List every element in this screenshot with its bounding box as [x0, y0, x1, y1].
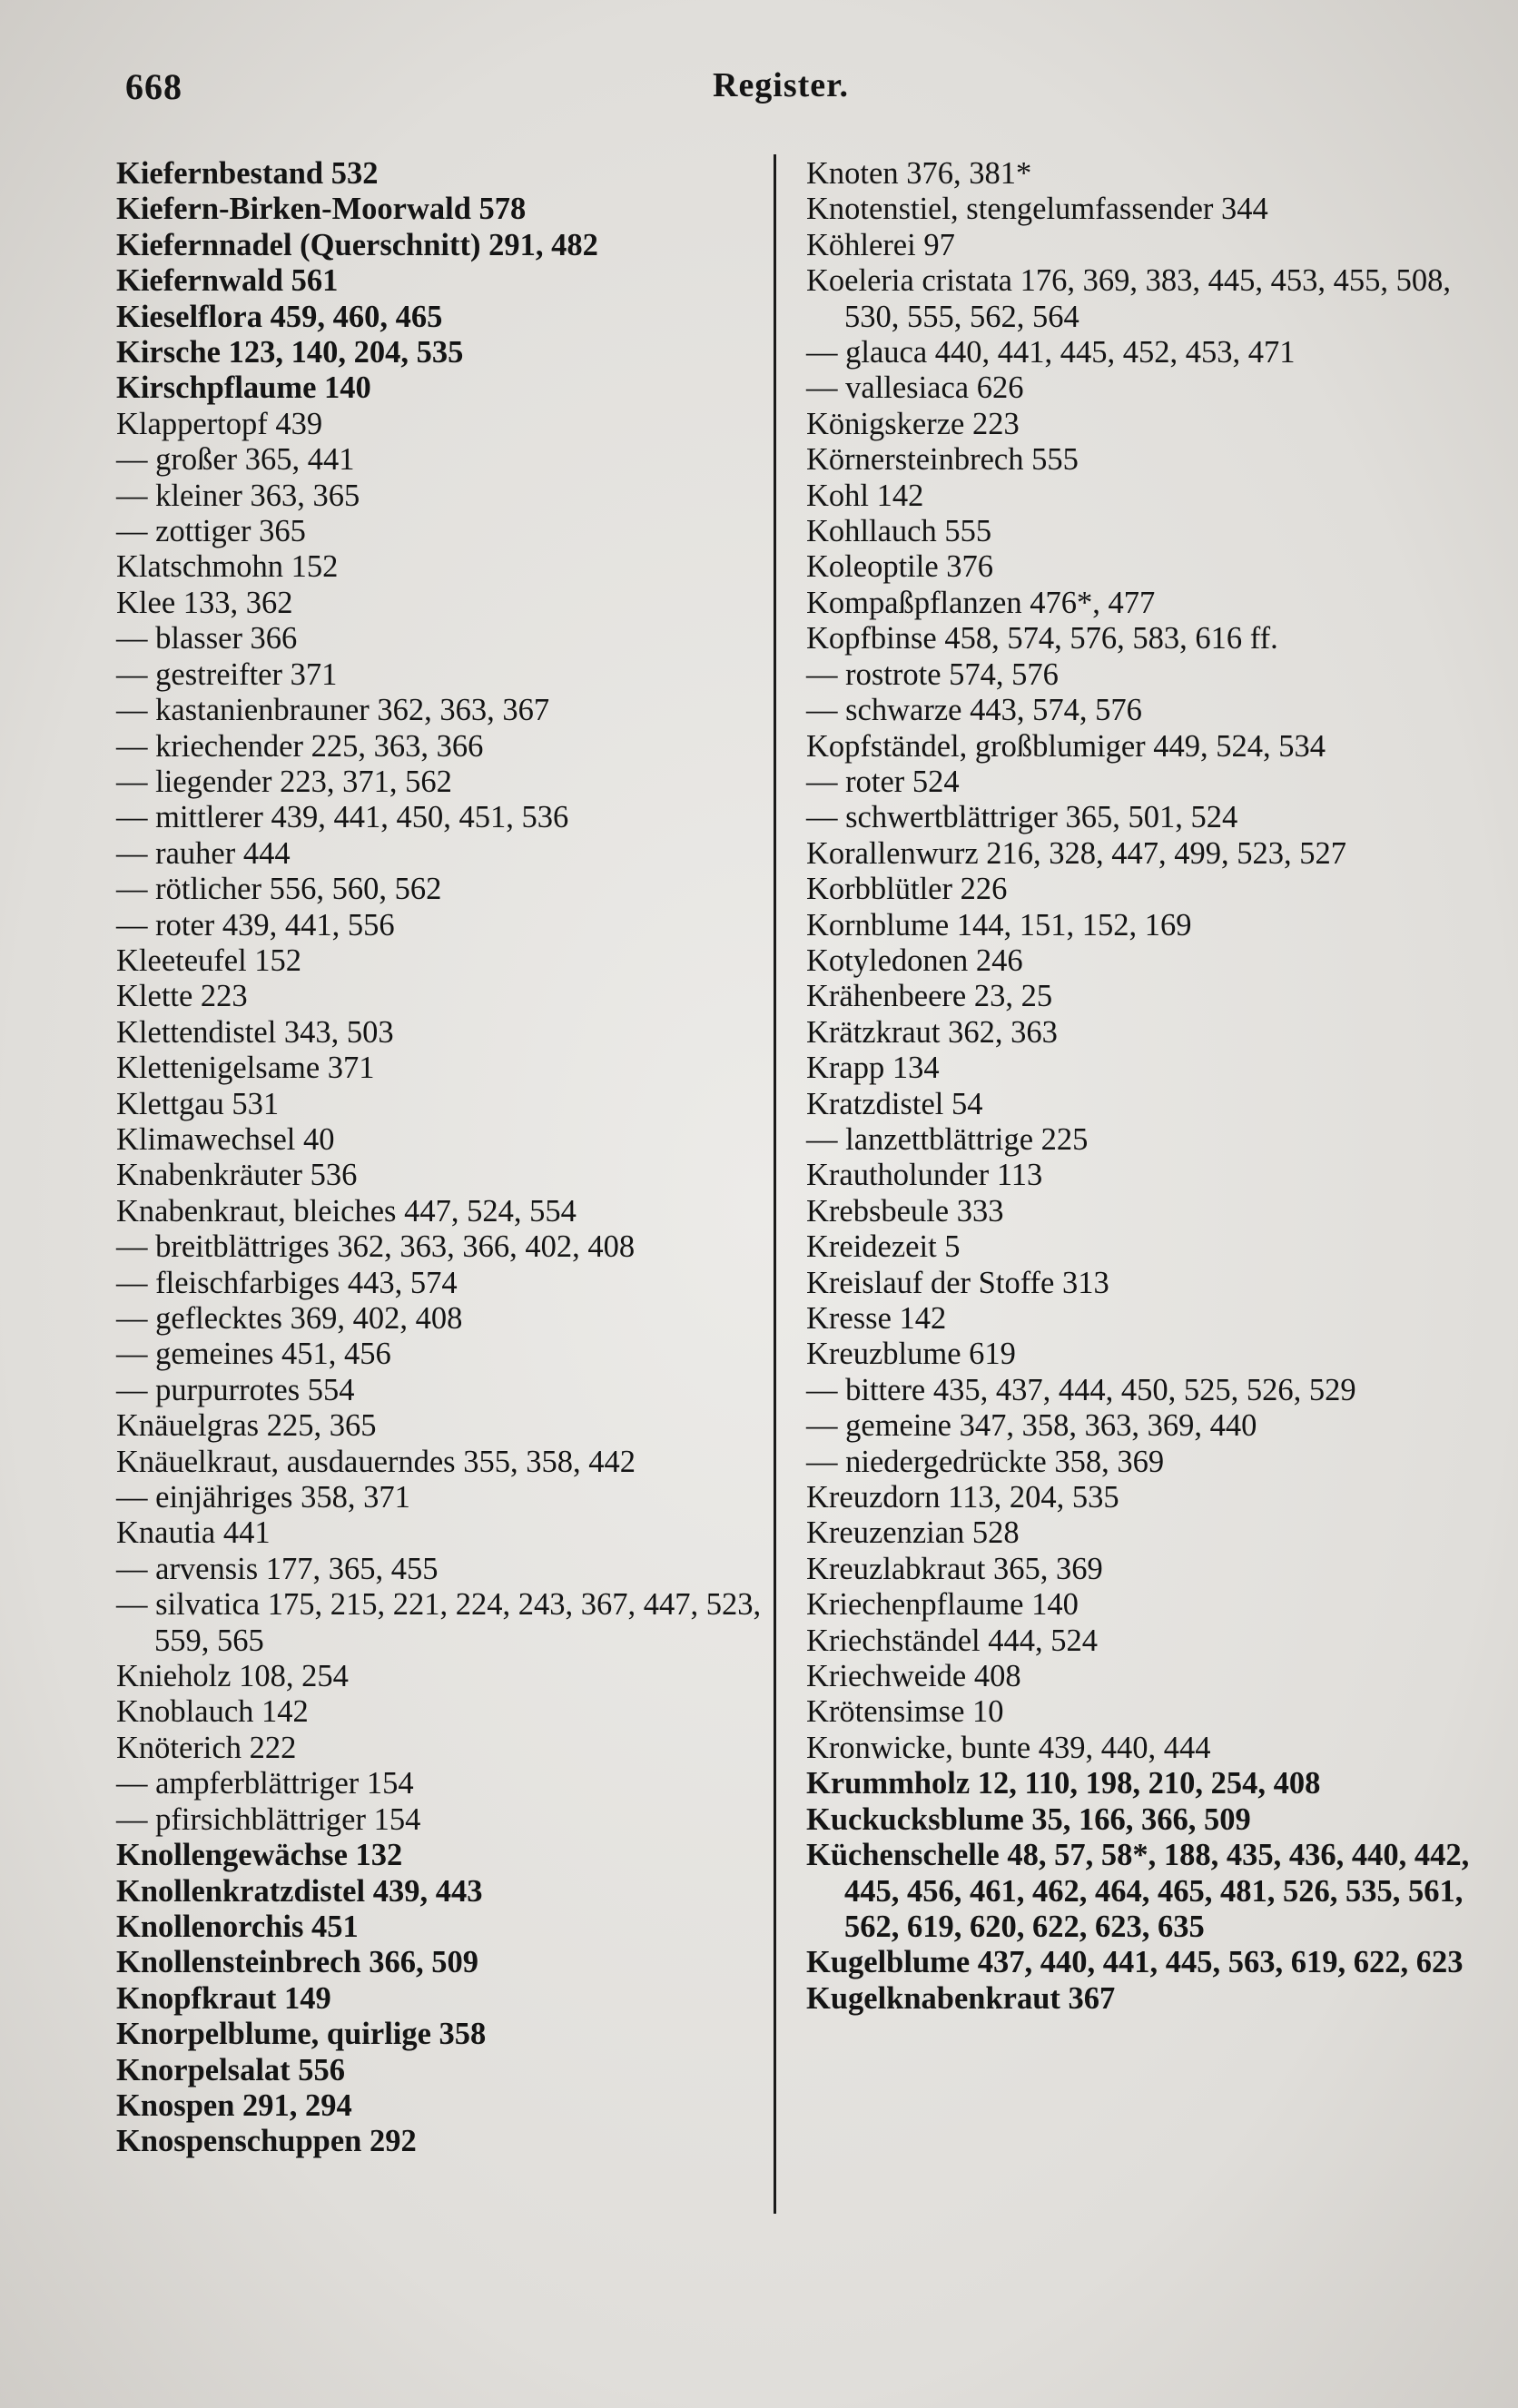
- index-entry: Kiefern-Birken-Moorwald 578: [116, 192, 527, 227]
- index-entry: Klettgau 531: [116, 1086, 280, 1121]
- index-entry: — pfirsichblättriger 154: [116, 1801, 421, 1837]
- index-entry: Kresse 142: [806, 1301, 947, 1336]
- index-entry: — lanzettblättrige 225: [806, 1121, 1089, 1157]
- index-entry: Kiefernwald 561: [116, 263, 339, 299]
- index-entry: Kugelblume 437, 440, 441, 445, 563, 619, 622, 623: [806, 1945, 1464, 1980]
- index-entry: Krapp 134: [806, 1051, 940, 1086]
- index-entry: Klatschmohn 152: [116, 549, 339, 585]
- index-entry: Kriechweide 408: [806, 1659, 1021, 1694]
- index-entry: Knäuelkraut, ausdauerndes 355, 358, 442: [116, 1444, 636, 1479]
- index-entry: Köhlerei 97: [806, 227, 955, 262]
- index-entry: — einjähriges 358, 371: [116, 1480, 410, 1515]
- index-entry: Knollenorchis 451: [116, 1909, 359, 1944]
- index-entry: — rötlicher 556, 560, 562: [116, 872, 442, 907]
- index-entry: — breitblättriges 362, 363, 366, 402, 408: [116, 1229, 636, 1265]
- index-entry: — purpurrotes 554: [116, 1372, 355, 1407]
- index-entry: — gemeines 451, 456: [116, 1337, 391, 1372]
- index-column-right: [806, 156, 1478, 2017]
- index-entry: — glauca 440, 441, 445, 452, 453, 471: [806, 335, 1296, 370]
- index-entry: Krautholunder 113: [806, 1158, 1043, 1193]
- index-entry: Kieselflora 459, 460, 465: [116, 299, 443, 334]
- index-entry: — zottiger 365: [116, 514, 306, 549]
- index-entry: Knoten 376, 381*: [806, 156, 1032, 191]
- index-entry: — vallesiaca 626: [806, 370, 1024, 406]
- index-entry: Knäuelgras 225, 365: [116, 1408, 377, 1444]
- index-entry: Knollengewächse 132: [116, 1838, 403, 1873]
- index-entry: Kotyledonen 246: [806, 942, 1023, 978]
- index-entry: Kohl 142: [806, 478, 924, 513]
- index-entry: — rostrote 574, 576: [806, 656, 1059, 692]
- index-entry: Krebsbeule 333: [806, 1193, 1004, 1229]
- index-entry: Königskerze 223: [806, 406, 1020, 441]
- index-entry: — geflecktes 369, 402, 408: [116, 1301, 463, 1336]
- index-entry: — arvensis 177, 365, 455: [116, 1551, 439, 1586]
- index-entry: Kirsche 123, 140, 204, 535: [116, 335, 464, 370]
- index-entry: Knotenstiel, stengelumfassender 344: [806, 192, 1268, 227]
- index-entry: Krummholz 12, 110, 198, 210, 254, 408: [806, 1766, 1321, 1801]
- index-entry: Kiefernbestand 532: [116, 156, 379, 191]
- index-entry: Kriechenpflaume 140: [806, 1587, 1079, 1623]
- index-entry: Koleoptile 376: [806, 549, 994, 585]
- index-entry: — silvatica 175, 215, 221, 224, 243, 367, 447, 523, 559, 565: [116, 1587, 762, 1658]
- index-entry: Kiefernnadel (Querschnitt) 291, 482: [116, 227, 598, 262]
- index-entry: — schwertblättriger 365, 501, 524: [806, 800, 1238, 835]
- index-entry: Krötensimse 10: [806, 1694, 1004, 1730]
- index-entry: — schwarze 443, 574, 576: [806, 693, 1142, 728]
- index-entry: Küchenschelle 48, 57, 58*, 188, 435, 436, 440, 442, 445, 456, 461, 462, 464, 465, 481, 526, 535, 561, 562, 619, 620, 622, 623, 635: [806, 1838, 1470, 1944]
- running-head: Register.: [713, 66, 850, 104]
- index-entry: Körnersteinbrech 555: [806, 442, 1079, 478]
- index-entry: Kreidezeit 5: [806, 1229, 961, 1265]
- page-header: [0, 65, 1518, 120]
- index-entry: Knoblauch 142: [116, 1694, 309, 1730]
- index-entry: Knollenkratzdistel 439, 443: [116, 1873, 483, 1909]
- index-entry: Kompaßpflanzen 476*, 477: [806, 585, 1156, 620]
- index-entry: Kreuzdorn 113, 204, 535: [806, 1480, 1119, 1515]
- index-entry: Kreuzlabkraut 365, 369: [806, 1551, 1103, 1586]
- index-entry: Klee 133, 362: [116, 585, 293, 620]
- index-entry: Klappertopf 439: [116, 406, 323, 441]
- index-entry: — roter 439, 441, 556: [116, 907, 395, 942]
- index-entry: Kohllauch 555: [806, 514, 992, 549]
- index-entry: Klettendistel 343, 503: [116, 1014, 394, 1050]
- index-entry: Kronwicke, bunte 439, 440, 444: [806, 1730, 1211, 1765]
- index-entry: Knautia 441: [116, 1515, 271, 1551]
- index-entry: Knopfkraut 149: [116, 1980, 331, 2016]
- index-entry: — rauher 444: [116, 835, 291, 871]
- index-entry: Knorpelblume, quirlige 358: [116, 2017, 487, 2052]
- index-entry: — gestreifter 371: [116, 656, 338, 692]
- index-entry: — ampferblättriger 154: [116, 1766, 414, 1801]
- index-entry: — kleiner 363, 365: [116, 478, 360, 513]
- index-entry: Kreuzblume 619: [806, 1337, 1016, 1372]
- index-entry: — liegender 223, 371, 562: [116, 764, 452, 799]
- index-entry: Klimawechsel 40: [116, 1121, 335, 1157]
- index-entry: — großer 365, 441: [116, 442, 355, 478]
- index-entry: Kratzdistel 54: [806, 1086, 983, 1121]
- index-entry: Kopfbinse 458, 574, 576, 583, 616 ff.: [806, 621, 1278, 656]
- index-entry: — bittere 435, 437, 444, 450, 525, 526, 529: [806, 1372, 1356, 1407]
- index-entry: — fleischfarbiges 443, 574: [116, 1265, 458, 1300]
- index-entry: Knöterich 222: [116, 1730, 297, 1765]
- index-entry: Kriechständel 444, 524: [806, 1623, 1098, 1658]
- index-entry: Kreislauf der Stoffe 313: [806, 1265, 1109, 1300]
- index-entry: Korallenwurz 216, 328, 447, 499, 523, 527: [806, 835, 1347, 871]
- index-entry: — roter 524: [806, 764, 960, 799]
- index-entry: — gemeine 347, 358, 363, 369, 440: [806, 1408, 1257, 1444]
- index-entry: Kleeteufel 152: [116, 942, 302, 978]
- index-entry: — blasser 366: [116, 621, 298, 656]
- index-entry: Kirschpflaume 140: [116, 370, 371, 406]
- index-entry: Korbblütler 226: [806, 872, 1008, 907]
- index-entry: Knollensteinbrech 366, 509: [116, 1945, 479, 1980]
- index-column-left: [116, 156, 770, 2160]
- index-entry: Koeleria cristata 176, 369, 383, 445, 453, 455, 508, 530, 555, 562, 564: [806, 263, 1451, 334]
- page-number: 668: [125, 66, 182, 107]
- index-entry: Knorpelsalat 556: [116, 2052, 346, 2087]
- index-entry: Knieholz 108, 254: [116, 1659, 349, 1694]
- index-entry: Krätzkraut 362, 363: [806, 1014, 1058, 1050]
- index-entry: Klettenigelsame 371: [116, 1051, 375, 1086]
- index-entry: — niedergedrückte 358, 369: [806, 1444, 1165, 1479]
- column-divider: [774, 154, 776, 2214]
- index-entry: — kastanienbrauner 362, 363, 367: [116, 693, 550, 728]
- index-entry: Kornblume 144, 151, 152, 169: [806, 907, 1192, 942]
- index-entry: Knabenkraut, bleiches 447, 524, 554: [116, 1193, 577, 1229]
- index-entry: Klette 223: [116, 979, 248, 1014]
- index-entry: Kreuzenzian 528: [806, 1515, 1020, 1551]
- index-entry: Knospenschuppen 292: [116, 2124, 417, 2159]
- index-entry: Kugelknabenkraut 367: [806, 1980, 1116, 2016]
- index-entry: — mittlerer 439, 441, 450, 451, 536: [116, 800, 569, 835]
- index-entry: Krähenbeere 23, 25: [806, 979, 1053, 1014]
- index-entry: Kuckucksblume 35, 166, 366, 509: [806, 1801, 1251, 1837]
- index-entry: — kriechender 225, 363, 366: [116, 728, 484, 764]
- index-entry: Knospen 291, 294: [116, 2087, 352, 2123]
- index-entry: Knabenkräuter 536: [116, 1158, 358, 1193]
- index-entry: Kopfständel, großblumiger 449, 524, 534: [806, 728, 1326, 764]
